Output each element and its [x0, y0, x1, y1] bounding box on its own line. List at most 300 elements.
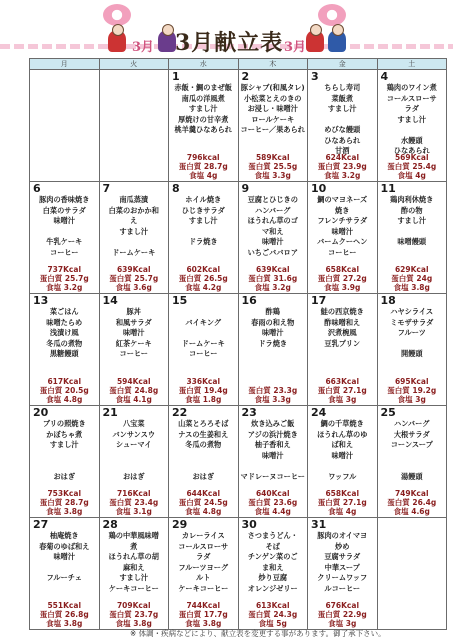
day-number: 17 [311, 294, 327, 307]
day-number: 2 [241, 70, 250, 83]
nutrition-info [378, 265, 447, 292]
nutrition-salt: 食塩 3.2g [46, 283, 83, 292]
day-cell [99, 294, 169, 406]
nutrition-info [308, 153, 377, 180]
menu-item: 味噌汁 [261, 237, 284, 246]
nutrition-protein: 蛋白質 26.5g [178, 274, 228, 283]
menu-item: ドラ焼き [258, 338, 288, 348]
day-cell [99, 182, 169, 294]
nutrition-kcal: 663Kcal [325, 377, 360, 386]
nutrition-protein: 蛋白質 22.9g [317, 610, 367, 619]
nutrition-salt: 食塩 3g [328, 395, 357, 404]
menu-item [100, 461, 169, 472]
empty-day-cell [377, 518, 447, 630]
nutrition-protein: 蛋白質 28.7g [178, 162, 228, 171]
nutrition-kcal: 658Kcal [325, 489, 360, 498]
menu-item: カレーライス [181, 531, 225, 540]
menu-item: すまし汁 [188, 216, 218, 225]
weekday-sat: 土 [377, 59, 447, 70]
menu-item: おはぎ [53, 471, 76, 481]
menu-item: さつまうどん・ [247, 531, 298, 540]
menu-item: 鮭の西京焼き [320, 307, 364, 316]
nutrition-info [30, 601, 99, 628]
menu-item: 味噌汁 [261, 450, 284, 460]
day-number: 8 [172, 182, 180, 195]
nutrition-protein: 蛋白質 28.7g [39, 498, 89, 507]
weekday-wed: 水 [169, 59, 239, 70]
menu-item: 大根サラダ [393, 429, 430, 439]
menu-item: 炒め [335, 541, 350, 551]
menu-item: 白菜のおかか和 [108, 205, 159, 215]
nutrition-protein: 蛋白質 23.3g [248, 386, 298, 395]
day-number: 11 [380, 182, 396, 195]
day-cell [238, 294, 308, 406]
nutrition-kcal: 589Kcal [255, 153, 290, 162]
nutrition-info [30, 377, 99, 404]
nutrition-salt: 食塩 4.2g [185, 283, 222, 292]
day-number: 4 [380, 70, 389, 83]
menu-item: ドラ焼き [188, 237, 218, 246]
nutrition-kcal: 749Kcal [394, 489, 429, 498]
nutrition-salt: 食塩 4.4g [254, 507, 291, 516]
menu-item [169, 451, 238, 462]
day-number: 21 [102, 406, 118, 419]
nutrition-kcal: 613Kcal [255, 601, 290, 610]
menu-item [308, 115, 377, 126]
menu-item: ひなあられ [324, 135, 361, 145]
menu-item: 黒糖饅頭 [49, 349, 79, 358]
nutrition-info [239, 153, 308, 180]
menu-item [169, 328, 238, 339]
day-cell [377, 406, 447, 518]
nutrition-salt: 食塩 3.8g [46, 507, 83, 516]
menu-item: おはぎ [192, 471, 215, 481]
menu-item: フルーツヨーグ [178, 562, 229, 572]
nutrition-kcal: 640Kcal [255, 489, 290, 498]
week-row [30, 70, 447, 182]
menu-item: めびな饅頭 [324, 125, 361, 134]
menu-item: 和風サラダ [115, 317, 152, 327]
week-row [30, 182, 447, 294]
menu-item: 鶏肉利休焼き [390, 195, 434, 204]
menu-item: おはぎ [122, 471, 145, 481]
menu-item: そば [265, 541, 280, 551]
nutrition-info [169, 153, 238, 180]
nutrition-protein: 蛋白質 25.5g [248, 162, 298, 171]
nutrition-salt: 食塩 3.2g [254, 283, 291, 292]
menu-item: 春雨の和え物 [251, 317, 295, 327]
menu-item: すまし汁 [397, 216, 427, 225]
menu-item: クリームワッフ [317, 573, 368, 582]
menu-item: 山菜とろろそば [178, 419, 229, 428]
menu-item: 豆腐とひじきの [247, 195, 298, 204]
menu-item: フルーチェ [46, 573, 82, 582]
menu-item [30, 451, 99, 462]
month-tag-right: 3月 [284, 40, 307, 55]
nutrition-protein: 蛋白質 17.7g [178, 610, 228, 619]
menu-item: 酢味噌和え [324, 317, 361, 327]
nutrition-protein: 蛋白質 25.7g [109, 274, 159, 283]
nutrition-protein: 蛋白質 24.8g [109, 386, 159, 395]
menu-item: 開饅頭 [400, 349, 423, 358]
nutrition-kcal: 709Kcal [116, 601, 151, 610]
hina-doll-icon [306, 30, 324, 52]
menu-item: 味噌汁 [331, 450, 354, 460]
nutrition-protein: 蛋白質 26.4g [387, 498, 437, 507]
month-tag-left: 3月 [132, 40, 155, 55]
nutrition-kcal: 716Kcal [116, 489, 151, 498]
menu-item: 鯛のマヨネーズ [317, 195, 368, 204]
menu-item [169, 461, 238, 472]
nutrition-protein: 蛋白質 27.1g [317, 386, 367, 395]
menu-item: 酢鶏 [265, 307, 280, 316]
menu-item: 豚肉の香味焼き [39, 195, 90, 204]
nutrition-info [239, 489, 308, 516]
nutrition-kcal: 602Kcal [186, 265, 221, 274]
nutrition-salt: 食塩 3.3g [254, 395, 291, 404]
nutrition-salt: 食塩 4g [397, 171, 426, 180]
week-row [30, 406, 447, 518]
menu-item: すまし汁 [119, 226, 149, 236]
nutrition-salt: 食塩 5g [258, 619, 287, 628]
menu-item: コールスローサ [178, 541, 229, 551]
menu-item: ドームケーキ [181, 338, 225, 348]
menu-item: いちごババロア [247, 247, 298, 257]
day-cell [30, 294, 100, 406]
nutrition-protein: 蛋白質 27.1g [317, 498, 367, 507]
nutrition-kcal: 744Kcal [186, 601, 221, 610]
nutrition-salt: 食塩 4g [328, 507, 357, 516]
nutrition-info [30, 265, 99, 292]
day-number: 15 [172, 294, 188, 307]
nutrition-info [169, 377, 238, 404]
menu-item: 豚肉のオイマヨ [317, 531, 368, 540]
nutrition-info [169, 265, 238, 292]
day-cell [169, 182, 239, 294]
day-number: 28 [102, 518, 118, 531]
nutrition-salt: 食塩 3.3g [254, 171, 291, 180]
day-cell [99, 70, 169, 182]
menu-item: 沢煮椀風 [327, 328, 357, 337]
nutrition-kcal: 629Kcal [394, 265, 429, 274]
weekday-mon: 月 [30, 59, 100, 70]
menu-item: コーヒー／果あられ [240, 125, 305, 134]
day-cell [30, 70, 100, 182]
nutrition-protein: 蛋白質 23.4g [109, 498, 159, 507]
day-number: 1 [172, 70, 180, 83]
nutrition-protein: 蛋白質 31.6g [248, 274, 298, 283]
menu-item: 柚子香和え [254, 440, 291, 449]
menu-item: 小松菜とえのきの [243, 93, 302, 103]
nutrition-salt: 食塩 4.8g [185, 507, 222, 516]
menu-item: 桃羊羹ひなあられ [174, 125, 232, 134]
day-number [30, 70, 99, 83]
footer-note: ※ 体調・疾病などにより、献立表を変更する事があります。御了承下さい。 [130, 629, 386, 638]
nutrition-kcal: 624Kcal [325, 153, 360, 162]
day-cell [169, 294, 239, 406]
menu-item: 柚庵焼き [49, 531, 79, 540]
day-number: 6 [33, 182, 41, 195]
nutrition-salt: 食塩 3g [397, 395, 426, 404]
menu-item: ほうれん草のゴ [247, 216, 298, 225]
menu-item: 紅茶ケーキ [115, 338, 152, 348]
menu-item: 味噌汁 [122, 328, 145, 337]
nutrition-protein: 蛋白質 27.2g [317, 274, 367, 283]
menu-item: 味噌汁 [53, 216, 76, 225]
menu-item: コーヒー [328, 247, 357, 257]
nutrition-salt: 食塩 3g [328, 619, 357, 628]
nutrition-salt: 食塩 3.2g [324, 171, 361, 180]
nutrition-info [239, 386, 308, 404]
nutrition-salt: 食塩 3.8g [115, 619, 152, 628]
menu-item: 南瓜蒸漬 [119, 195, 149, 204]
menu-item: ま和え [261, 562, 284, 572]
menu-item: ほうれん草のゆ [317, 429, 368, 439]
menu-item: マ和え [261, 226, 284, 236]
hina-doll-icon [108, 30, 126, 52]
nutrition-protein: 蛋白質 23.6g [248, 498, 298, 507]
nutrition-protein: 蛋白質 24.5g [178, 498, 228, 507]
nutrition-salt: 食塩 3.8g [46, 619, 83, 628]
nutrition-info [308, 489, 377, 516]
menu-item [378, 451, 447, 462]
menu-item: 春菊のゆば和え [39, 541, 90, 551]
day-cell [169, 70, 239, 182]
menu-item: 味噌汁 [261, 328, 284, 337]
menu-item: ちらし寿司 [324, 83, 361, 92]
day-cell [30, 406, 100, 518]
day-cell [238, 70, 308, 182]
menu-item: ブリの照焼き [42, 419, 86, 428]
weekday-thu: 木 [238, 59, 308, 70]
menu-item: ラダ [404, 104, 419, 113]
day-cell [30, 182, 100, 294]
menu-item [378, 227, 447, 238]
nutrition-salt: 食塩 3.8g [393, 283, 430, 292]
nutrition-kcal: 639Kcal [116, 265, 151, 274]
menu-item [308, 461, 377, 472]
menu-item: マドレーヌコーヒー [240, 471, 305, 481]
nutrition-info [100, 377, 169, 404]
day-cell [238, 182, 308, 294]
menu-item: 豆腐サラダ [324, 552, 361, 561]
day-cell [308, 294, 378, 406]
menu-item: 味噌饅頭 [397, 237, 427, 246]
menu-item: ハンバーグ [394, 419, 430, 428]
menu-item: 水饅頭 [400, 135, 423, 145]
day-number [100, 70, 169, 83]
nutrition-salt: 食塩 4.1g [115, 395, 152, 404]
menu-item: 赤飯・鯛のまぜ飯 [174, 83, 232, 92]
menu-item: 味噌汁 [331, 226, 354, 236]
menu-item: 牛乳ケーキ [46, 237, 83, 246]
menu-calendar [29, 58, 447, 630]
day-cell [377, 294, 447, 406]
menu-item: 甘酒 [335, 146, 350, 155]
nutrition-info [169, 601, 238, 628]
menu-item: ミモザサラダ [390, 317, 434, 327]
day-number: 25 [380, 406, 396, 419]
menu-item [378, 339, 447, 350]
menu-item: ハンバーグ [255, 205, 291, 215]
nutrition-kcal: 639Kcal [255, 265, 290, 274]
menu-item: 炊き込みご飯 [251, 419, 295, 428]
nutrition-salt: 食塩 4g [189, 171, 218, 180]
menu-item: かぼちゃ煮 [46, 429, 83, 439]
menu-item: 煮 [130, 541, 138, 551]
nutrition-kcal: 737Kcal [47, 265, 82, 274]
nutrition-info [100, 265, 169, 292]
day-cell [308, 182, 378, 294]
nutrition-info [308, 265, 377, 292]
day-cell [99, 518, 169, 630]
menu-item: コーンスープ [390, 440, 433, 449]
menu-item [100, 451, 169, 462]
nutrition-kcal: 617Kcal [47, 377, 82, 386]
nutrition-info [378, 489, 447, 516]
menu-item: バームクーヘン [317, 237, 368, 246]
nutrition-salt: 食塩 1.8g [185, 395, 222, 404]
menu-item: 炒り豆腐 [258, 573, 288, 582]
nutrition-info [100, 489, 169, 516]
menu-item: 南瓜の洋風煮 [181, 93, 225, 103]
nutrition-protein: 蛋白質 24g [391, 274, 433, 283]
menu-item: 菜飯煮 [331, 93, 354, 103]
day-cell [377, 182, 447, 294]
day-number: 7 [102, 182, 111, 195]
nutrition-info [308, 377, 377, 404]
day-number: 10 [311, 182, 327, 195]
flower-icon [318, 4, 346, 26]
nutrition-info [308, 601, 377, 628]
day-cell [308, 70, 378, 182]
menu-item: 鯛の千草焼き [320, 419, 364, 428]
day-number: 9 [241, 182, 250, 195]
menu-item: 豆乳プリン [324, 338, 361, 348]
nutrition-salt: 食塩 3.8g [185, 619, 222, 628]
menu-item: すまし汁 [188, 104, 218, 113]
nutrition-info [30, 489, 99, 516]
nutrition-kcal: 594Kcal [116, 377, 151, 386]
day-cell [238, 406, 308, 518]
menu-item: ひなあられ [393, 146, 430, 155]
day-cell [308, 406, 378, 518]
menu-item [378, 461, 447, 472]
day-number: 24 [311, 406, 327, 419]
nutrition-salt: 食塩 4.8g [46, 395, 83, 404]
menu-item: 中華スープ [324, 562, 360, 572]
nutrition-info [169, 489, 238, 516]
nutrition-protein: 蛋白質 23.9g [317, 162, 367, 171]
menu-item [30, 227, 99, 238]
nutrition-kcal: 753Kcal [47, 489, 82, 498]
nutrition-salt: 食塩 3.1g [115, 507, 152, 516]
menu-item [30, 563, 99, 574]
menu-item: ば和え [331, 440, 354, 449]
day-number: 22 [172, 406, 188, 419]
menu-item: 味噌汁 [53, 552, 76, 561]
nutrition-kcal: 336Kcal [186, 377, 221, 386]
nutrition-protein: 蛋白質 23.7g [109, 610, 159, 619]
nutrition-kcal: 658Kcal [325, 265, 360, 274]
day-number: 29 [172, 518, 188, 531]
weekday-tue: 火 [99, 59, 169, 70]
menu-item: すまし汁 [397, 114, 427, 124]
weekday-fri: 金 [308, 59, 378, 70]
menu-item: ルコーヒー [324, 583, 361, 593]
menu-item: ラダ [196, 552, 211, 561]
day-number: 20 [33, 406, 49, 419]
menu-item: 酢の物 [400, 205, 423, 215]
day-cell [308, 518, 378, 630]
nutrition-protein: 蛋白質 25.4g [387, 162, 437, 171]
nutrition-protein: 蛋白質 25.7g [39, 274, 89, 283]
menu-item: バイキング [185, 317, 222, 327]
menu-item: ケーキコーヒー [178, 583, 229, 593]
menu-item [239, 461, 308, 472]
menu-item: ホイル焼き [185, 195, 222, 204]
weekday-header-row [30, 59, 447, 70]
menu-item: 鶏肉のワイン煮 [386, 83, 437, 92]
menu-item: 湯饅頭 [400, 471, 423, 481]
menu-item [30, 461, 99, 472]
menu-item: フルーツ [397, 328, 426, 337]
menu-item: ロールケーキ [251, 114, 295, 124]
menu-item: 浅漬け風 [49, 328, 79, 337]
day-number: 30 [241, 518, 257, 531]
menu-item: ナスの生姜和え [178, 429, 229, 439]
day-cell [99, 406, 169, 518]
menu-item: シューマイ [115, 440, 152, 449]
menu-item: え [130, 216, 138, 225]
menu-item: 豚丼 [126, 307, 141, 316]
day-number: 18 [380, 294, 396, 307]
menu-item: コーヒー [189, 349, 218, 358]
menu-item: すまし汁 [327, 104, 357, 113]
day-number: 31 [311, 518, 327, 531]
nutrition-kcal: 644Kcal [186, 489, 221, 498]
menu-item: 厚焼けの甘辛煮 [178, 114, 229, 124]
day-number: 3 [311, 70, 319, 83]
flower-icon [103, 4, 131, 26]
nutrition-protein: 蛋白質 19.4g [178, 386, 228, 395]
nutrition-info [100, 601, 169, 628]
menu-item: ハヤシライス [390, 307, 434, 316]
menu-item: コーヒー [119, 349, 148, 358]
menu-item: ルト [196, 573, 211, 582]
day-number: 14 [102, 294, 118, 307]
nutrition-kcal: 796kcal [186, 153, 220, 162]
nutrition-salt: 食塩 4.6g [393, 507, 430, 516]
nutrition-info [239, 601, 308, 628]
menu-item: すまし汁 [49, 440, 79, 449]
nutrition-protein: 蛋白質 19.2g [387, 386, 437, 395]
nutrition-info [239, 265, 308, 292]
nutrition-protein: 蛋白質 24.3g [248, 610, 298, 619]
menu-item: バンサンスウ [112, 429, 156, 439]
menu-item: すまし汁 [119, 573, 149, 582]
nutrition-salt: 食塩 3.9g [324, 283, 361, 292]
menu-item: 豚シャブ(和風タレ) [240, 83, 305, 92]
menu-item: フレンチサラダ [317, 216, 368, 225]
menu-item [100, 237, 169, 248]
day-cell [377, 70, 447, 182]
nutrition-kcal: 676Kcal [325, 601, 360, 610]
nutrition-protein: 蛋白質 26.8g [39, 610, 89, 619]
day-number: 13 [33, 294, 49, 307]
menu-item: チンゲン菜のご [247, 552, 298, 561]
menu-item: 冬瓜の煮物 [46, 338, 83, 348]
